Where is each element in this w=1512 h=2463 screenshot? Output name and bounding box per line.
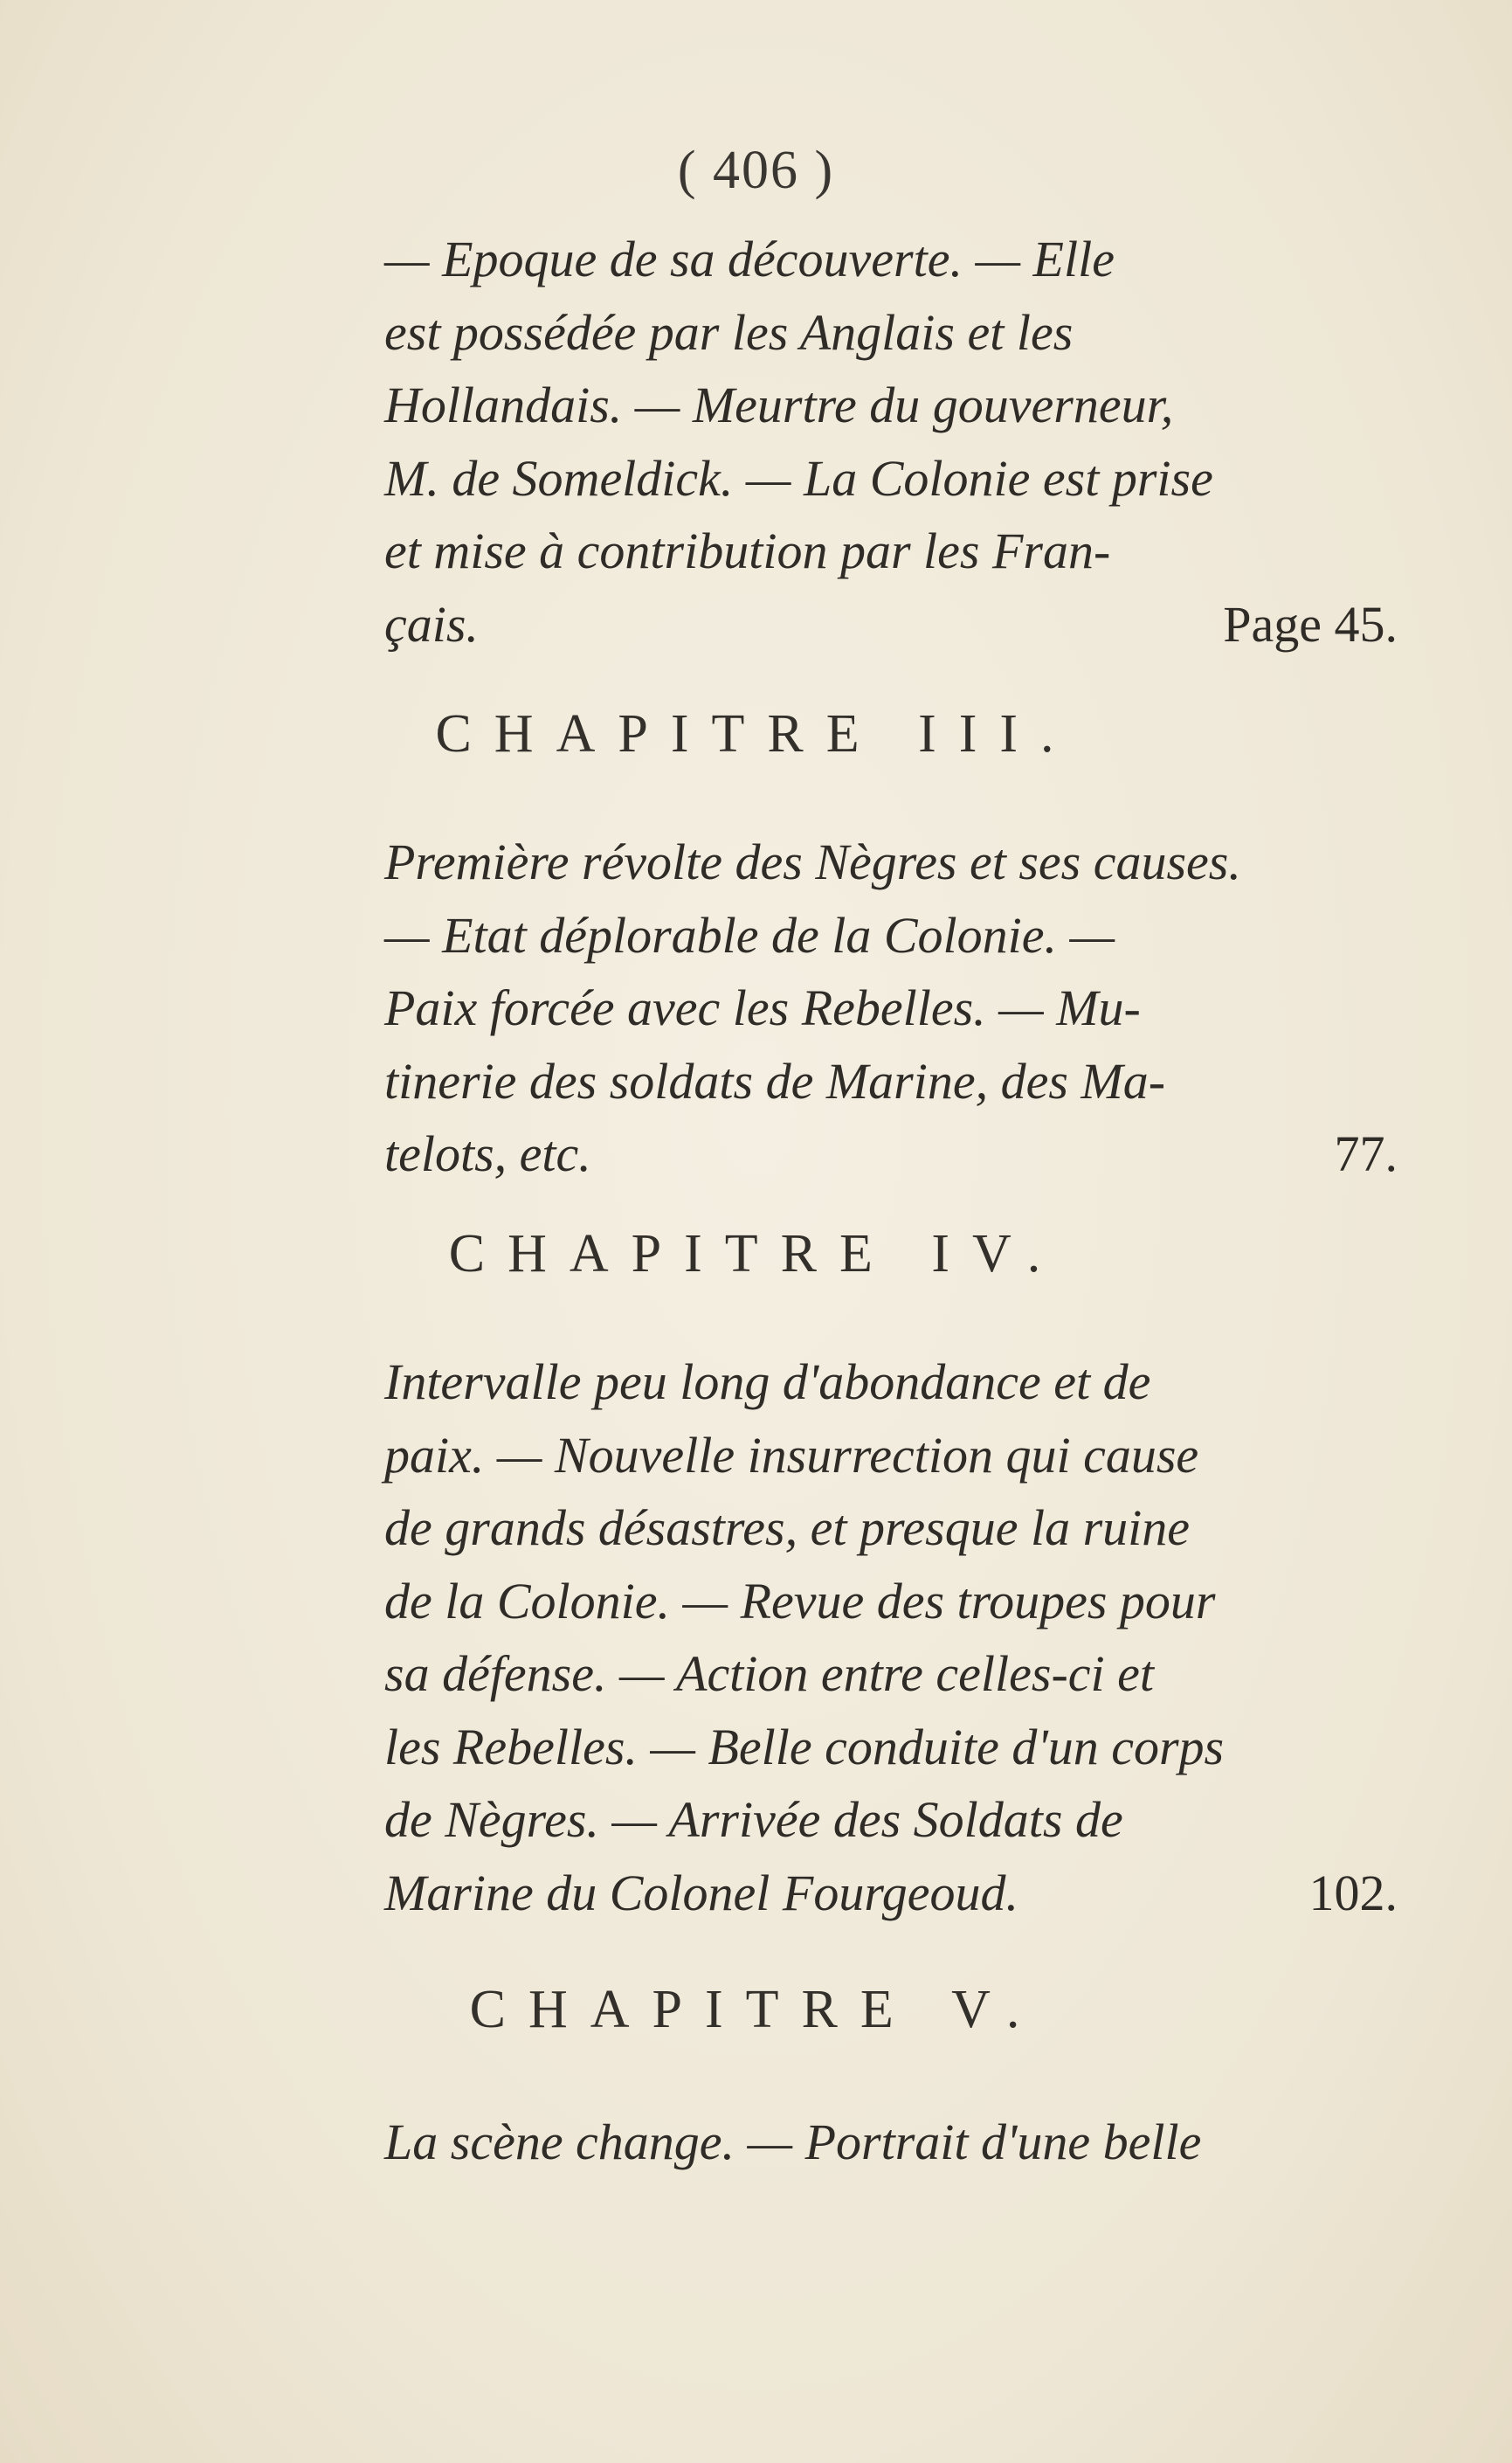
summary-line: de grands désastres, et presque la ruine: [384, 1499, 1190, 1556]
summary-line: La scène change. — Portrait d'une belle: [384, 2114, 1202, 2170]
summary-line: tinerie des soldats de Marine, des Ma-: [384, 1052, 1166, 1110]
summary-line: est possédée par les Anglais et les: [384, 303, 1074, 361]
page-reference: 102.: [1308, 1864, 1398, 1921]
chapter-5-summary: [384, 2106, 1398, 2179]
summary-line: Hollandais. — Meurtre du gouverneur,: [384, 377, 1174, 433]
summary-line: Paix forcée avec les Rebelles. — Mu-: [384, 979, 1141, 1036]
summary-line: et mise à contribution par les Fran-: [384, 522, 1111, 579]
chapter-5-heading: CHAPITRE V.: [469, 1980, 1043, 2039]
summary-line: Marine du Colonel Fourgeoud.: [384, 1864, 1018, 1921]
summary-line: de la Colonie. — Revue des troupes pour: [384, 1572, 1216, 1629]
page-reference: 77.: [1334, 1125, 1398, 1182]
summary-last-line: [384, 1117, 1398, 1191]
summary-line: de Nègres. — Arrivée des Soldats de: [384, 1791, 1123, 1848]
chapter-2-summary: [384, 223, 1398, 661]
summary-line: Intervalle peu long d'abondance et de: [384, 1353, 1151, 1410]
summary-line: sa défense. — Action entre celles-ci et: [384, 1645, 1154, 1702]
page-number: ( 406 ): [677, 141, 835, 200]
summary-line: — Epoque de sa découverte. — Elle: [384, 231, 1115, 287]
summary-last-line: [384, 588, 1398, 661]
summary-line: telots, etc.: [384, 1125, 591, 1182]
summary-line: les Rebelles. — Belle conduite d'un corps: [384, 1718, 1225, 1775]
summary-last-line: [384, 1857, 1398, 1930]
page-reference: Page 45.: [1223, 595, 1398, 653]
summary-line: M. de Someldick. — La Colonie est prise: [384, 449, 1213, 507]
summary-line: — Etat déplorable de la Colonie. —: [384, 906, 1115, 964]
chapter-3-heading: CHAPITRE III.: [435, 704, 1077, 764]
summary-line: paix. — Nouvelle insurrection qui cause: [384, 1426, 1199, 1484]
chapter-4-heading: CHAPITRE IV.: [448, 1224, 1064, 1283]
chapter-3-summary: [384, 826, 1398, 1191]
summary-line: Première révolte des Nègres et ses causes.: [384, 834, 1241, 890]
summary-line: çais.: [384, 595, 479, 653]
chapter-4-summary: [384, 1346, 1398, 1929]
